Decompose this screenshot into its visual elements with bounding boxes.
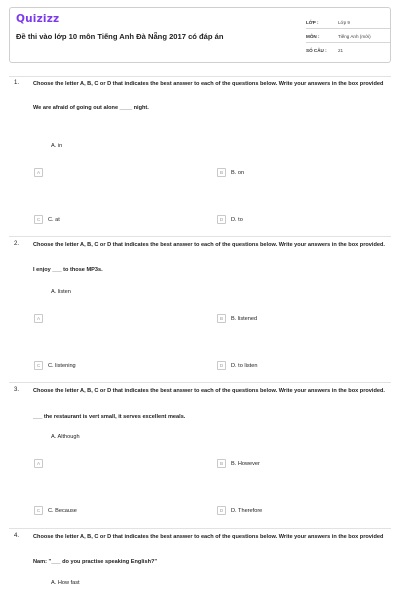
worksheet-header: [9, 7, 391, 63]
question-stem: I enjoy ___ to those MP3s.: [33, 267, 103, 273]
option-d-label: D. Therefore: [231, 507, 263, 514]
question-number: 4.: [14, 533, 20, 539]
meta-label: MÔN :: [306, 33, 320, 39]
option-b-label: B. on: [231, 169, 245, 176]
option-c-label: C. Because: [48, 507, 77, 514]
option-d[interactable]: [217, 361, 257, 370]
meta-value: Tiếng Anh (mới): [338, 33, 371, 39]
option-d-box[interactable]: D: [217, 506, 226, 515]
option-d-box[interactable]: D: [217, 215, 226, 224]
option-b-box[interactable]: B: [217, 168, 226, 177]
meta-label: SỐ CÂU :: [306, 48, 327, 53]
option-a-box[interactable]: A: [34, 168, 43, 177]
option-b[interactable]: [217, 459, 260, 468]
choice-a-text: A. listen: [51, 289, 71, 295]
option-b-box[interactable]: B: [217, 459, 226, 468]
option-b[interactable]: [217, 314, 257, 323]
question-instruction: Choose the letter A, B, C or D that indicates the best answer to each of the questions below. Write your answers in the box provided.: [33, 242, 385, 248]
question-instruction: Choose the letter A, B, C or D that indicates the best answer to each of the questions below. Write your answers in the box provided.: [33, 388, 385, 394]
option-a[interactable]: [34, 168, 48, 177]
question-instruction: Choose the letter A, B, C or D that indicates the best answer to each of the questions below. Write your answers in the box provided: [33, 81, 384, 87]
option-c-box[interactable]: C: [34, 506, 43, 515]
divider: [9, 236, 391, 237]
question-stem: We are afraid of going out alone ____ night.: [33, 105, 149, 111]
option-c-box[interactable]: C: [34, 361, 43, 370]
option-a-box[interactable]: A: [34, 459, 43, 468]
choice-a-text: A. How fast: [51, 580, 80, 586]
option-b-box[interactable]: B: [217, 314, 226, 323]
quizizz-logo: Quizizz: [16, 13, 60, 25]
question-stem: Nam: "___ do you practise speaking English?": [33, 559, 158, 565]
question-number: 1.: [14, 80, 20, 86]
meta-row-grade: [306, 16, 390, 29]
option-d[interactable]: [217, 506, 262, 515]
option-d-label: D. to listen: [231, 362, 258, 369]
question-stem: ___ the restaurant is vert small, it serves excellent meals.: [33, 414, 186, 420]
option-d-label: D. to: [231, 216, 243, 223]
option-c-box[interactable]: C: [34, 215, 43, 224]
divider: [9, 382, 391, 383]
meta-table: [306, 16, 390, 58]
meta-value: Lớp 9: [338, 19, 350, 25]
option-b-label: B. However: [231, 460, 260, 467]
option-b[interactable]: [217, 168, 244, 177]
option-c[interactable]: [34, 506, 77, 515]
meta-row-count: [306, 44, 390, 57]
divider: [9, 76, 391, 77]
option-d[interactable]: [217, 215, 243, 224]
option-d-box[interactable]: D: [217, 361, 226, 370]
meta-label: LỚP :: [306, 19, 319, 25]
meta-row-subject: [306, 30, 390, 43]
question-number: 2.: [14, 241, 20, 247]
option-a[interactable]: [34, 314, 48, 323]
option-b-label: B. listened: [231, 315, 258, 322]
choice-a-text: A. Although: [51, 434, 80, 440]
option-a[interactable]: [34, 459, 48, 468]
option-c-label: C. at: [48, 216, 60, 223]
question-number: 3.: [14, 387, 20, 393]
option-c[interactable]: [34, 361, 76, 370]
option-c[interactable]: [34, 215, 60, 224]
option-a-box[interactable]: A: [34, 314, 43, 323]
option-c-label: C. listening: [48, 362, 76, 369]
question-instruction: Choose the letter A, B, C or D that indicates the best answer to each of the questions below. Write your answers in the box provided: [33, 534, 384, 540]
page-title: Đề thi vào lớp 10 môn Tiếng Anh Đà Nẵng 2017 có đáp án: [16, 32, 224, 41]
choice-a-text: A. in: [51, 143, 63, 149]
divider: [9, 528, 391, 529]
meta-value: 21: [338, 48, 344, 53]
